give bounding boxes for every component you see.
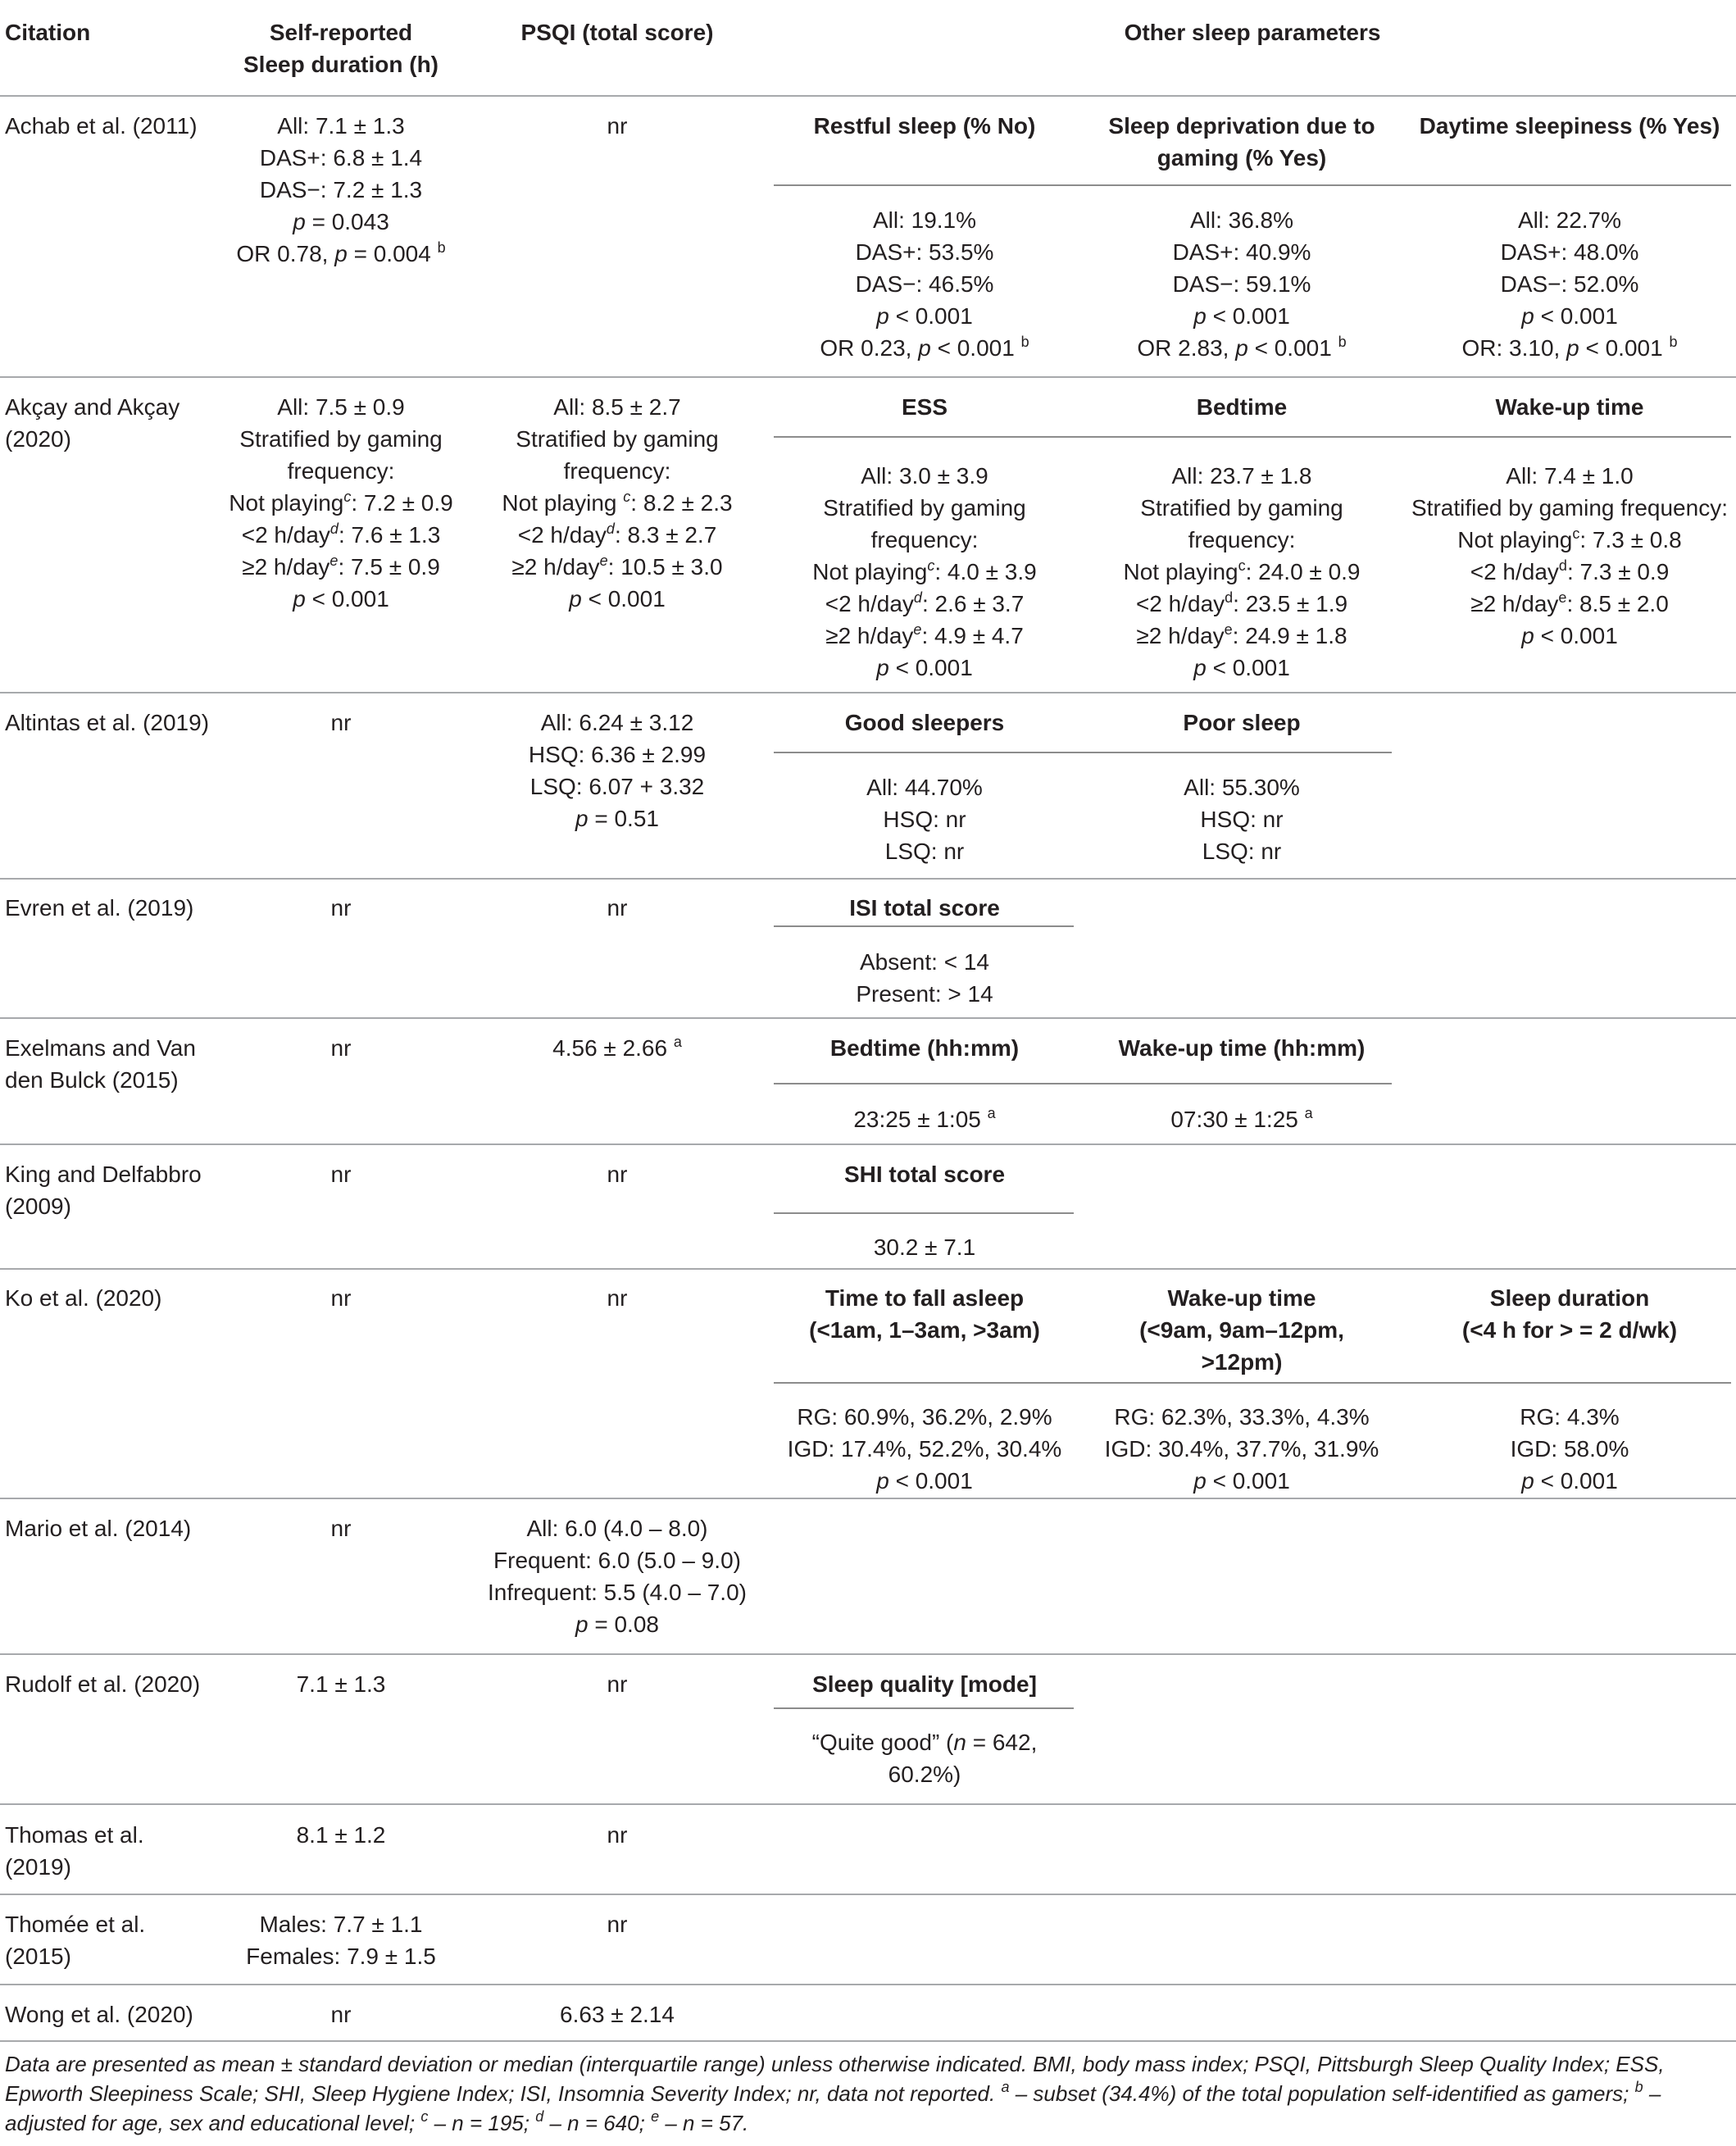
other-param-header-line: Sleep duration (1489, 1285, 1650, 1311)
row-psqi-line: HSQ: 6.36 ± 2.99 (528, 742, 707, 767)
row-psqi (478, 707, 757, 834)
row-sleep-duration-line: 7.1 ± 1.3 (296, 1671, 386, 1697)
other-param-values-line: Not playing$^c$: 24.0 ± 0.9 (1123, 557, 1361, 584)
other-param-values (761, 1103, 1088, 1135)
other-param-values-line: All: 7.4 ± 1.0 (1506, 463, 1634, 489)
other-param-values-line: DAS−: 59.1% (1172, 271, 1311, 297)
other-param-values-line: Present: > 14 (856, 981, 993, 1007)
other-param-values-line: 23:25 ± 1:05 $^a$ (853, 1105, 996, 1132)
other-param-header-line: Wake-up time (1495, 394, 1644, 420)
row-citation-line: Thomée et al. (5, 1912, 146, 1937)
other-param-values-line: p < 0.001 (1521, 623, 1618, 648)
row-psqi (478, 1032, 757, 1064)
row-divider (0, 1984, 1736, 1985)
other-param-header (1078, 1282, 1406, 1378)
other-param-values-line: ≥2 h/day$^e$: 4.9 ± 4.7 (825, 621, 1024, 648)
other-param-values-line: 07:30 ± 1:25 $^a$ (1170, 1105, 1313, 1132)
other-param-values-line: IGD: 58.0% (1510, 1436, 1629, 1462)
other-param-values (761, 1401, 1088, 1497)
other-param-header-line: Good sleepers (844, 710, 1005, 735)
column-subrule (774, 1083, 1392, 1084)
row-citation (5, 1158, 202, 1222)
other-param-header (761, 391, 1088, 423)
row-psqi (478, 1668, 757, 1700)
row-sleep-duration-line: p = 0.043 (293, 209, 389, 234)
column-subrule (774, 1382, 1731, 1384)
other-param-values-line: HSQ: nr (1200, 807, 1284, 832)
row-sleep-duration (202, 1032, 480, 1064)
row-psqi-line: nr (607, 1162, 628, 1187)
row-citation-line: (2009) (5, 1193, 71, 1219)
row-divider (0, 1803, 1736, 1805)
row-psqi-line: p = 0.51 (575, 806, 659, 831)
row-citation (5, 110, 198, 142)
row-psqi-line: All: 6.24 ± 3.12 (540, 710, 694, 735)
row-psqi-line: <2 h/day$^d$: 8.3 ± 2.7 (517, 521, 717, 548)
other-param-header-line: Wake-up time (1167, 1285, 1316, 1311)
row-sleep-duration-line: nr (330, 1162, 352, 1187)
other-param-values-line: IGD: 17.4%, 52.2%, 30.4% (787, 1436, 1062, 1462)
other-param-header (761, 707, 1088, 739)
other-param-values (1078, 1103, 1406, 1135)
row-psqi-line: nr (607, 895, 628, 921)
other-param-header (1078, 1032, 1406, 1064)
other-param-values-line: ≥2 h/day$^e$: 8.5 ± 2.0 (1470, 589, 1669, 616)
other-param-values (761, 460, 1088, 684)
other-param-values (1406, 1401, 1734, 1497)
row-citation-line: Mario et al. (2014) (5, 1516, 192, 1541)
other-param-header (761, 892, 1088, 924)
row-psqi-line: 6.63 ± 2.14 (560, 2002, 675, 2027)
row-psqi-line: nr (607, 1822, 628, 1848)
other-param-header-line: (<4 h for > = 2 d/wk) (1461, 1317, 1678, 1343)
column-subrule (774, 1707, 1074, 1709)
row-psqi (478, 110, 757, 142)
other-param-header (761, 1032, 1088, 1064)
row-sleep-duration-line: DAS−: 7.2 ± 1.3 (259, 177, 423, 202)
row-sleep-duration (202, 1158, 480, 1190)
other-param-values-line: All: 55.30% (1184, 775, 1300, 800)
other-param-values-line: RG: 4.3% (1520, 1404, 1620, 1430)
other-param-header-line: ESS (901, 394, 948, 420)
other-param-header-line: Poor sleep (1183, 710, 1301, 735)
row-sleep-duration-line: <2 h/day$^d$: 7.6 ± 1.3 (241, 521, 441, 548)
row-sleep-duration-line: Females: 7.9 ± 1.5 (246, 1944, 436, 1969)
row-citation-line: den Bulck (2015) (5, 1067, 179, 1093)
row-citation (5, 892, 193, 924)
other-param-values (1078, 204, 1406, 364)
other-param-values-line: p < 0.001 (1521, 303, 1618, 329)
other-param-header (1078, 110, 1406, 174)
row-sleep-duration (202, 1819, 480, 1851)
row-sleep-duration (202, 1282, 480, 1314)
other-param-values-line: All: 36.8% (1189, 207, 1294, 233)
row-sleep-duration-line: nr (330, 1035, 352, 1061)
row-divider (0, 1268, 1736, 1270)
other-param-values (761, 946, 1088, 1010)
other-param-header-line: SHI total score (843, 1162, 1006, 1187)
row-citation (5, 1032, 196, 1096)
header-sleep-duration-line: Sleep duration (h) (243, 52, 439, 77)
row-sleep-duration-line: OR 0.78, p = 0.004 $^b$ (236, 239, 446, 266)
other-param-values-line: Absent: < 14 (859, 949, 989, 975)
header-other-sleep-parameters-line: Other sleep parameters (1124, 20, 1381, 45)
other-param-header (1078, 391, 1406, 423)
row-sleep-duration-line: Not playing$^c$: 7.2 ± 0.9 (229, 489, 453, 516)
row-divider (0, 2040, 1736, 2042)
row-citation (5, 707, 209, 739)
other-param-values (761, 204, 1088, 364)
other-param-values-line: Not playing$^c$: 7.3 ± 0.8 (1457, 525, 1682, 552)
row-sleep-duration-line: nr (330, 2002, 352, 2027)
row-divider (0, 95, 1736, 97)
other-param-header-line: Sleep deprivation due to (1108, 113, 1375, 139)
header-citation (5, 16, 90, 48)
row-sleep-duration (202, 707, 480, 739)
row-sleep-duration-line: All: 7.1 ± 1.3 (277, 113, 405, 139)
row-sleep-duration-line: DAS+: 6.8 ± 1.4 (259, 145, 423, 170)
row-psqi-line: nr (607, 1671, 628, 1697)
row-citation (5, 1998, 193, 2030)
row-psqi-line: All: 8.5 ± 2.7 (553, 394, 681, 420)
other-param-values-line: 60.2%) (888, 1762, 961, 1787)
other-param-header-line: Restful sleep (% No) (813, 113, 1036, 139)
other-param-values (761, 1231, 1088, 1263)
other-param-values-line: DAS−: 52.0% (1500, 271, 1639, 297)
other-param-header (1406, 1282, 1734, 1346)
other-param-values-line: RG: 60.9%, 36.2%, 2.9% (797, 1404, 1052, 1430)
row-sleep-duration-line: nr (330, 895, 352, 921)
row-citation-line: Thomas et al. (5, 1822, 144, 1848)
column-subrule (774, 925, 1074, 927)
other-param-values (1078, 460, 1406, 684)
column-subrule (774, 184, 1731, 186)
row-psqi-line: 4.56 ± 2.66 $^a$ (552, 1034, 682, 1061)
other-param-values-line: Stratified by gaming (823, 495, 1026, 521)
other-param-values-line: <2 h/day$^d$: 2.6 ± 3.7 (825, 589, 1025, 616)
other-param-values-line: All: 44.70% (866, 775, 983, 800)
row-psqi-line: All: 6.0 (4.0 – 8.0) (526, 1516, 708, 1541)
row-sleep-duration-line: Males: 7.7 ± 1.1 (259, 1912, 423, 1937)
other-param-values-line: All: 22.7% (1517, 207, 1622, 233)
header-other-sleep-parameters (1007, 16, 1498, 48)
row-sleep-duration (202, 1998, 480, 2030)
other-param-header-line: Time to fall asleep (825, 1285, 1025, 1311)
row-psqi-line: Stratified by gaming (516, 426, 719, 452)
row-psqi (478, 892, 757, 924)
header-psqi-line: PSQI (total score) (520, 20, 714, 45)
row-divider (0, 878, 1736, 880)
other-param-header-line: Sleep quality [mode] (812, 1671, 1037, 1697)
column-subrule (774, 436, 1731, 438)
row-sleep-duration (202, 1512, 480, 1544)
row-sleep-duration (202, 892, 480, 924)
other-param-header-line: >12pm) (1201, 1349, 1283, 1375)
header-psqi (478, 16, 757, 48)
header-sleep-duration (202, 16, 480, 80)
row-sleep-duration-line: nr (330, 710, 352, 735)
row-citation (5, 1282, 161, 1314)
other-param-values-line: p < 0.001 (1193, 655, 1290, 680)
other-param-values-line: DAS+: 48.0% (1500, 239, 1639, 265)
row-psqi-line: nr (607, 113, 628, 139)
other-param-values (1406, 204, 1734, 364)
row-divider (0, 1143, 1736, 1145)
row-psqi-line: LSQ: 6.07 + 3.32 (529, 774, 705, 799)
other-param-values-line: 30.2 ± 7.1 (873, 1234, 976, 1260)
other-param-values-line: OR: 3.10, p < 0.001 $^b$ (1461, 334, 1678, 361)
other-param-header-line: (<9am, 9am–12pm, (1139, 1317, 1344, 1343)
other-param-header (1078, 707, 1406, 739)
other-param-header-line: ISI total score (849, 895, 1000, 921)
row-sleep-duration-line: frequency: (287, 458, 395, 484)
row-citation (5, 1668, 200, 1700)
row-divider (0, 1498, 1736, 1499)
row-citation-line: Achab et al. (2011) (5, 113, 198, 139)
header-sleep-duration-line: Self-reported (269, 20, 413, 45)
other-param-values (1078, 1401, 1406, 1497)
row-sleep-duration (202, 1668, 480, 1700)
other-param-values-line: <2 h/day$^d$: 7.3 ± 0.9 (1470, 557, 1670, 584)
row-psqi (478, 1158, 757, 1190)
row-sleep-duration (202, 110, 480, 270)
row-psqi-line: Infrequent: 5.5 (4.0 – 7.0) (488, 1580, 747, 1605)
row-psqi (478, 1819, 757, 1851)
row-sleep-duration (202, 391, 480, 615)
row-sleep-duration-line: p < 0.001 (293, 586, 389, 612)
row-psqi (478, 1282, 757, 1314)
other-param-values (1406, 460, 1734, 652)
row-sleep-duration-line: All: 7.5 ± 0.9 (277, 394, 405, 420)
other-param-values-line: DAS+: 53.5% (855, 239, 994, 265)
other-param-values-line: OR 0.23, p < 0.001 $^b$ (820, 334, 1029, 361)
other-param-values-line: frequency: (870, 527, 979, 552)
other-param-values-line: LSQ: nr (1202, 839, 1282, 864)
row-citation (5, 1908, 145, 1972)
other-param-header (761, 1158, 1088, 1190)
row-sleep-duration-line: 8.1 ± 1.2 (296, 1822, 386, 1848)
other-param-values-line: IGD: 30.4%, 37.7%, 31.9% (1104, 1436, 1379, 1462)
row-psqi (478, 1512, 757, 1640)
row-sleep-duration-line: nr (330, 1285, 352, 1311)
row-psqi-line: nr (607, 1912, 628, 1937)
other-param-values (761, 1726, 1088, 1790)
row-citation-line: (2015) (5, 1944, 71, 1969)
row-citation (5, 1819, 144, 1883)
other-param-values-line: DAS+: 40.9% (1172, 239, 1311, 265)
row-psqi-line: frequency: (563, 458, 671, 484)
other-param-header-line: Daytime sleepiness (% Yes) (1419, 113, 1720, 139)
other-param-values-line: HSQ: nr (883, 807, 966, 832)
row-sleep-duration (202, 1908, 480, 1972)
row-sleep-duration-line: ≥2 h/day$^e$: 7.5 ± 0.9 (242, 552, 440, 580)
other-param-header-line: Wake-up time (hh:mm) (1118, 1035, 1366, 1061)
row-psqi-line: nr (607, 1285, 628, 1311)
row-divider (0, 1653, 1736, 1655)
other-param-values-line: “Quite good” (n = 642, (811, 1730, 1038, 1755)
row-citation-line: Evren et al. (2019) (5, 895, 194, 921)
other-param-header-line: Bedtime (hh:mm) (829, 1035, 1020, 1061)
row-citation-line: King and Delfabbro (5, 1162, 202, 1187)
row-citation-line: (2019) (5, 1854, 71, 1880)
row-psqi-line: Not playing $^c$: 8.2 ± 2.3 (502, 489, 733, 516)
other-param-values-line: p < 0.001 (1521, 1468, 1618, 1494)
other-param-values-line: Stratified by gaming frequency: (1411, 495, 1728, 521)
other-param-values (1078, 771, 1406, 867)
other-param-values-line: All: 19.1% (872, 207, 977, 233)
row-citation (5, 1512, 191, 1544)
row-sleep-duration-line: Stratified by gaming (239, 426, 443, 452)
row-sleep-duration-line: nr (330, 1516, 352, 1541)
other-param-values-line: OR 2.83, p < 0.001 $^b$ (1137, 334, 1347, 361)
other-param-header (761, 1668, 1088, 1700)
column-subrule (774, 1212, 1074, 1214)
row-citation-line: Rudolf et al. (2020) (5, 1671, 201, 1697)
row-psqi (478, 1908, 757, 1940)
other-param-header (761, 1282, 1088, 1346)
row-divider (0, 1894, 1736, 1895)
other-param-header-line: gaming (% Yes) (1157, 145, 1327, 170)
other-param-values-line: Not playing$^c$: 4.0 ± 3.9 (812, 557, 1037, 584)
row-citation-line: Exelmans and Van (5, 1035, 196, 1061)
row-psqi (478, 1998, 757, 2030)
row-citation-line: Wong et al. (2020) (5, 2002, 193, 2027)
row-psqi (478, 391, 757, 615)
row-citation-line: Ko et al. (2020) (5, 1285, 162, 1311)
row-citation (5, 391, 180, 455)
row-citation-line: Altintas et al. (2019) (5, 710, 210, 735)
other-param-header (761, 110, 1088, 142)
other-param-values (761, 771, 1088, 867)
other-param-values-line: Stratified by gaming (1140, 495, 1343, 521)
table-footnote: Data are presented as mean ± standard deviation or median (interquartile range) unless otherwise indicated. BMI, body mass index; PSQI, Pittsburgh Sleep Quality Index; ESS, Epworth Sleepiness Scale; SHI, Sleep Hygiene Index; ISI, Insomnia Severity Index; nr, data not reported. $^a$ – subset (34.4%) of the total population self-identified as gamers; $^b$ – adjusted for age, sex and educational level; $^c$ – n = 195; $^d$ – n = 640; $^e$ – n = 57. (5, 2052, 1665, 2135)
other-param-header-line: (<1am, 1–3am, >3am) (809, 1317, 1040, 1343)
row-divider (0, 376, 1736, 378)
other-param-values-line: frequency: (1188, 527, 1296, 552)
other-param-values-line: p < 0.001 (876, 655, 973, 680)
other-param-header (1406, 110, 1734, 142)
row-psqi-line: p = 0.08 (575, 1612, 659, 1637)
other-param-values-line: <2 h/day$^d$: 23.5 ± 1.9 (1135, 589, 1348, 616)
other-param-header-line: Bedtime (1196, 394, 1288, 420)
other-param-values-line: p < 0.001 (1193, 303, 1290, 329)
other-param-values-line: ≥2 h/day$^e$: 24.9 ± 1.8 (1136, 621, 1347, 648)
other-param-values-line: p < 0.001 (1193, 1468, 1290, 1494)
row-citation-line: (2020) (5, 426, 71, 452)
column-subrule (774, 752, 1392, 753)
row-divider (0, 1017, 1736, 1019)
row-psqi-line: Frequent: 6.0 (5.0 – 9.0) (493, 1548, 741, 1573)
other-param-values-line: p < 0.001 (876, 1468, 973, 1494)
other-param-values-line: RG: 62.3%, 33.3%, 4.3% (1114, 1404, 1370, 1430)
other-param-values-line: All: 3.0 ± 3.9 (861, 463, 988, 489)
header-citation-line: Citation (5, 20, 91, 45)
row-citation-line: Akçay and Akçay (5, 394, 180, 420)
other-param-header (1406, 391, 1734, 423)
other-param-values-line: p < 0.001 (876, 303, 973, 329)
row-psqi-line: ≥2 h/day$^e$: 10.5 ± 3.0 (511, 552, 723, 580)
other-param-values-line: DAS−: 46.5% (855, 271, 994, 297)
other-param-values-line: LSQ: nr (884, 839, 965, 864)
row-divider (0, 692, 1736, 693)
other-param-values-line: All: 23.7 ± 1.8 (1171, 463, 1312, 489)
row-psqi-line: p < 0.001 (569, 586, 666, 612)
